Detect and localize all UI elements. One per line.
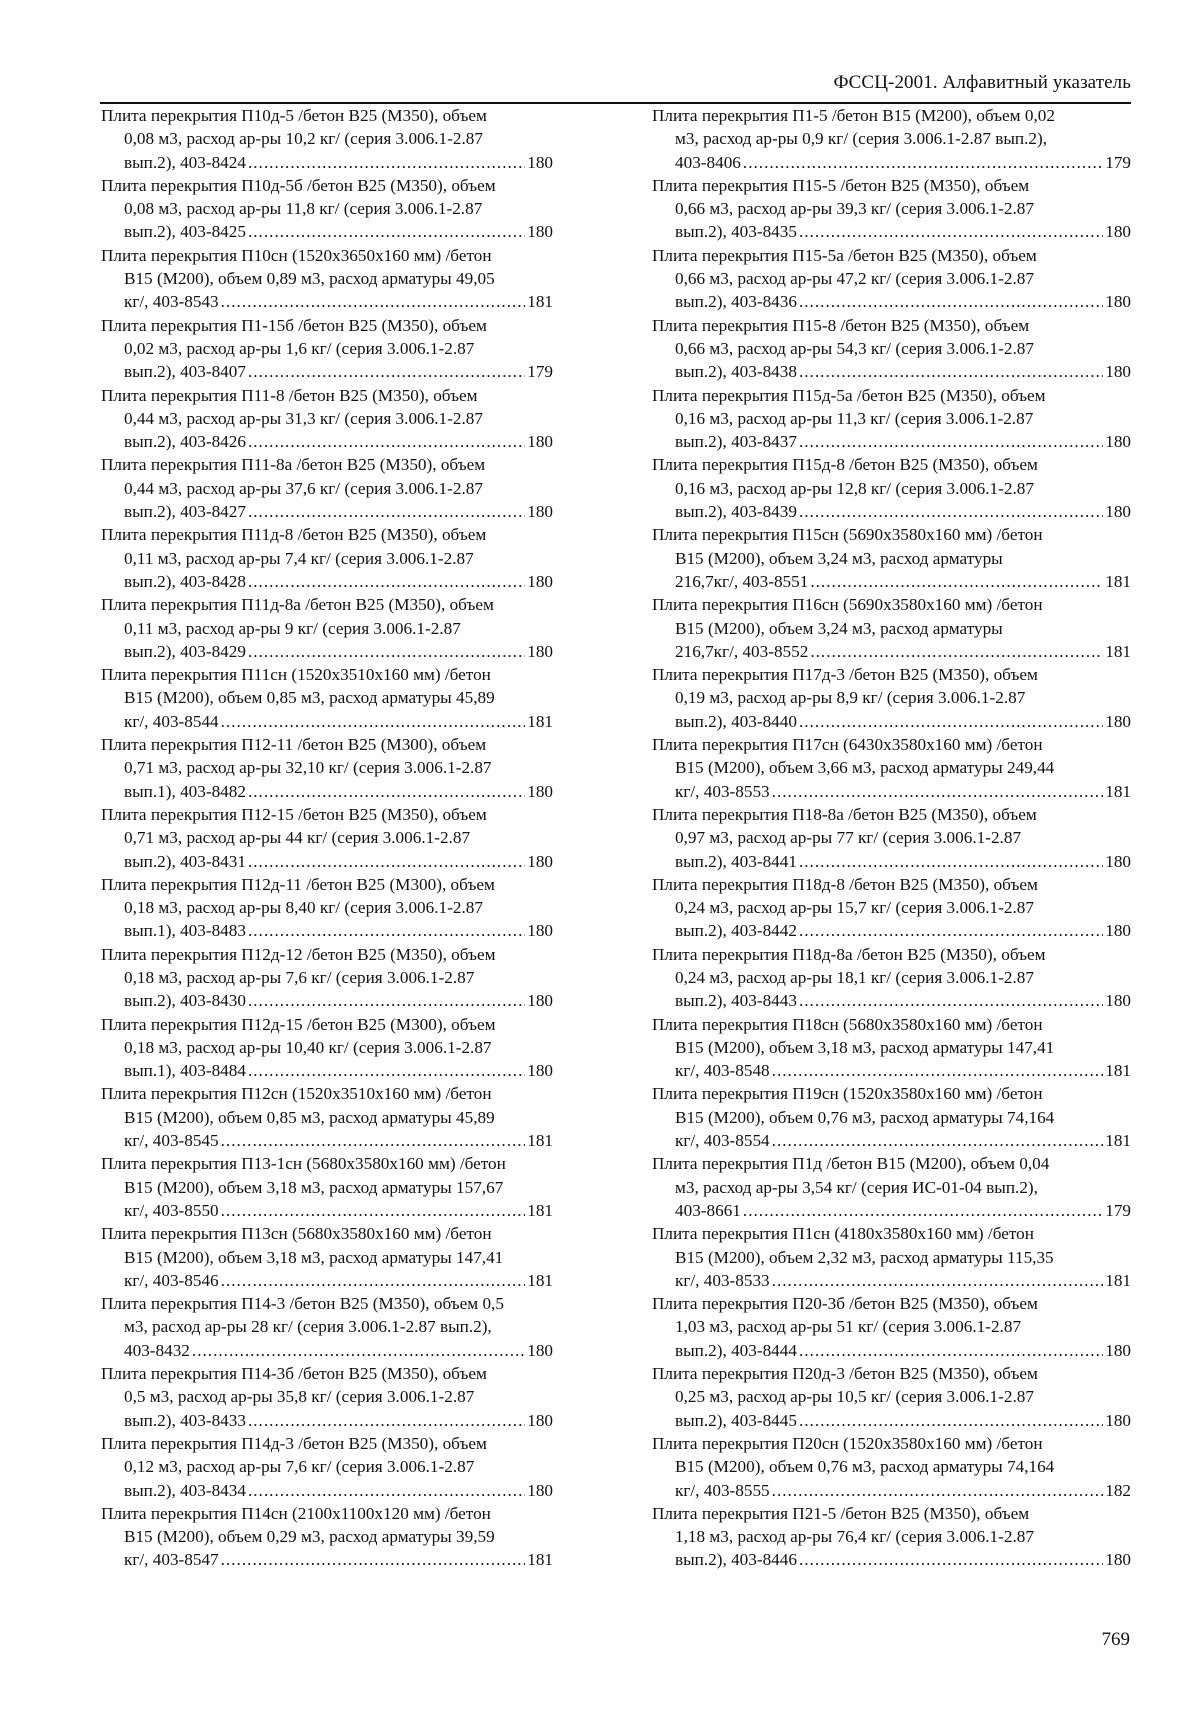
index-entry [652,803,1131,873]
entry-code: вып.2), 403-8444 [675,1340,797,1360]
entry-text-line: Плита перекрытия П11д-8а /бетон В25 (М350), объем [101,595,494,615]
entry-reference-line [652,360,1131,383]
entry-code: 403-8406 [675,152,741,172]
entry-page-ref: 180 [527,1061,553,1081]
entry-text-line: 0,24 м3, расход ар-ры 15,7 кг/ (серия 3.006.1-2.87 [675,898,1034,918]
entry-reference-line [652,1199,1131,1222]
entry-reference-line [652,151,1131,174]
dot-leader [799,710,1103,733]
entry-page-ref: 180 [1105,991,1131,1011]
entry-page-ref: 181 [1105,1131,1131,1151]
entry-code: кг/, 403-8533 [675,1270,770,1290]
entry-text-line: Плита перекрытия П20-3б /бетон В25 (М350), объем [652,1294,1038,1314]
entry-text-line: Плита перекрытия П20д-3 /бетон В25 (М350), объем [652,1364,1038,1384]
entry-text-line: 0,24 м3, расход ар-ры 18,1 кг/ (серия 3.006.1-2.87 [675,967,1034,987]
entry-page-ref: 180 [1105,1340,1131,1360]
entry-page-ref: 180 [1105,921,1131,941]
entry-page-ref: 181 [1105,1270,1131,1290]
dot-leader [810,570,1103,593]
dot-leader [192,1339,525,1362]
dot-leader [810,640,1103,663]
dot-leader [799,290,1103,313]
entry-code: кг/, 403-8545 [124,1131,219,1151]
entry-reference-line [652,570,1131,593]
entry-code: вып.1), 403-8484 [124,1061,246,1081]
entry-page-ref: 180 [527,1480,553,1500]
entry-page-ref: 180 [1105,851,1131,871]
entry-reference-line [101,430,553,453]
entry-text-line: Плита перекрытия П14-3б /бетон В25 (М350), объем [101,1364,487,1384]
entry-code: вып.2), 403-8426 [124,432,246,452]
entry-code: кг/, 403-8554 [675,1131,770,1151]
entry-reference-line [652,500,1131,523]
entry-text-line: Плита перекрытия П12-11 /бетон В25 (М300), объем [101,735,487,755]
entry-text-line: В15 (М200), объем 0,76 м3, расход арматуры 74,164 [675,1107,1055,1127]
dot-leader [743,1199,1103,1222]
entry-reference-line [101,1409,553,1432]
dot-leader [799,1409,1103,1432]
index-entry [101,453,553,523]
entry-text-line: Плита перекрытия П12д-11 /бетон В25 (М300), объем [101,874,495,894]
entry-reference-line [101,500,553,523]
index-entry [652,1152,1131,1222]
entry-text-line: В15 (М200), объем 3,18 м3, расход арматуры 157,67 [124,1177,504,1197]
entry-reference-line [101,1339,553,1362]
entry-code: вып.2), 403-8424 [124,152,246,172]
index-entry [652,1362,1131,1432]
index-entry [652,1502,1131,1572]
index-entry [652,943,1131,1013]
index-column-left [101,104,553,1572]
entry-code: 216,7кг/, 403-8552 [675,641,809,661]
index-entry [652,663,1131,733]
entry-page-ref: 181 [1105,781,1131,801]
dot-leader [248,919,525,942]
dot-leader [221,1129,526,1152]
entry-code: кг/, 403-8550 [124,1200,219,1220]
index-entry [101,1432,553,1502]
entry-page-ref: 181 [527,292,553,312]
entry-code: вып.2), 403-8445 [675,1410,797,1430]
dot-leader [248,1059,525,1082]
index-entry [101,803,553,873]
entry-reference-line [652,1339,1131,1362]
entry-page-ref: 180 [1105,432,1131,452]
entry-reference-line [652,1409,1131,1432]
index-entry [101,1013,553,1083]
entry-text-line: 0,97 м3, расход ар-ры 77 кг/ (серия 3.006.1-2.87 [675,828,1022,848]
entry-text-line: В15 (М200), объем 0,85 м3, расход арматуры 45,89 [124,1107,495,1127]
entry-code: вып.2), 403-8443 [675,991,797,1011]
entry-code: вып.2), 403-8433 [124,1410,246,1430]
entry-text-line: 0,02 м3, расход ар-ры 1,6 кг/ (серия 3.006.1-2.87 [124,338,475,358]
entry-page-ref: 180 [527,222,553,242]
dot-leader [772,1059,1104,1082]
entry-text-line: Плита перекрытия П11д-8 /бетон В25 (М350), объем [101,525,487,545]
entry-reference-line [652,710,1131,733]
index-entry [101,733,553,803]
entry-code: вып.2), 403-8429 [124,641,246,661]
entry-text-line: 0,18 м3, расход ар-ры 7,6 кг/ (серия 3.006.1-2.87 [124,967,475,987]
entry-reference-line [652,640,1131,663]
dot-leader [799,360,1103,383]
entry-reference-line [652,290,1131,313]
entry-text-line: 0,08 м3, расход ар-ры 10,2 кг/ (серия 3.006.1-2.87 [124,129,483,149]
entry-page-ref: 180 [1105,292,1131,312]
entry-code: вып.2), 403-8427 [124,502,246,522]
entry-code: вып.2), 403-8434 [124,1480,246,1500]
entry-text-line: 0,66 м3, расход ар-ры 47,2 кг/ (серия 3.006.1-2.87 [675,269,1034,289]
dot-leader [248,220,525,243]
entry-code: 216,7кг/, 403-8551 [675,571,809,591]
dot-leader [772,1269,1104,1292]
page-number: 769 [1101,1629,1130,1650]
entry-text-line: Плита перекрытия П15-5 /бетон В25 (М350), объем [652,175,1030,195]
dot-leader [772,1129,1104,1152]
entry-text-line: Плита перекрытия П1-15б /бетон В25 (М350), объем [101,315,487,335]
entry-reference-line [652,989,1131,1012]
entry-text-line: Плита перекрытия П13сн (5680х3580х160 мм) /бетон [101,1224,492,1244]
entry-page-ref: 181 [527,1550,553,1570]
entry-reference-line [652,850,1131,873]
dot-leader [248,570,525,593]
entry-page-ref: 180 [1105,222,1131,242]
entry-reference-line [101,1129,553,1152]
dot-leader [248,640,525,663]
entry-reference-line [652,1269,1131,1292]
dot-leader [772,1479,1104,1502]
entry-page-ref: 180 [527,571,553,591]
entry-reference-line [652,919,1131,942]
entry-text-line: Плита перекрытия П17д-3 /бетон В25 (М350), объем [652,665,1038,685]
entry-page-ref: 180 [527,641,553,661]
entry-text-line: 0,16 м3, расход ар-ры 11,3 кг/ (серия 3.006.1-2.87 [675,408,1034,428]
index-entry [652,1432,1131,1502]
entry-code: вып.2), 403-8440 [675,711,797,731]
page-header [100,66,1131,104]
entry-code: кг/, 403-8548 [675,1061,770,1081]
entry-reference-line [101,710,553,733]
entry-text-line: Плита перекрытия П15д-8 /бетон В25 (М350), объем [652,455,1038,475]
index-entry [101,1362,553,1432]
index-entry [652,384,1131,454]
index-entry [101,244,553,314]
entry-text-line: 0,18 м3, расход ар-ры 10,40 кг/ (серия 3.006.1-2.87 [124,1037,492,1057]
entry-text-line: 0,19 м3, расход ар-ры 8,9 кг/ (серия 3.006.1-2.87 [675,688,1026,708]
entry-text-line: В15 (М200), объем 3,24 м3, расход арматуры [675,548,1003,568]
entry-code: вып.2), 403-8446 [675,1550,797,1570]
entry-page-ref: 180 [527,991,553,1011]
entry-code: вып.2), 403-8439 [675,502,797,522]
entry-text-line: В15 (М200), объем 3,66 м3, расход арматуры 249,44 [675,758,1055,778]
dot-leader [248,1479,525,1502]
index-entry [101,523,553,593]
entry-reference-line [101,360,553,383]
index-entry [101,384,553,454]
index-entry [101,174,553,244]
entry-page-ref: 180 [527,1340,553,1360]
entry-text-line: Плита перекрытия П14-3 /бетон В25 (М350), объем 0,5 [101,1294,504,1314]
index-entry [101,1082,553,1152]
entry-text-line: Плита перекрытия П17сн (6430х3580х160 мм) /бетон [652,735,1043,755]
index-entry [101,1152,553,1222]
entry-text-line: Плита перекрытия П15-5а /бетон В25 (М350), объем [652,245,1037,265]
entry-text-line: 1,03 м3, расход ар-ры 51 кг/ (серия 3.006.1-2.87 [675,1317,1022,1337]
entry-reference-line [101,151,553,174]
dot-leader [799,989,1103,1012]
dot-leader [248,989,525,1012]
dot-leader [248,850,525,873]
index-entry [101,314,553,384]
entry-page-ref: 180 [1105,1410,1131,1430]
index-entry [652,523,1131,593]
entry-page-ref: 181 [1105,641,1131,661]
entry-text-line: Плита перекрытия П18сн (5680х3580х160 мм) /бетон [652,1014,1043,1034]
index-entry [652,1292,1131,1362]
entry-reference-line [101,919,553,942]
dot-leader [799,850,1103,873]
dot-leader [221,710,526,733]
dot-leader [248,151,525,174]
entry-text-line: Плита перекрытия П10сн (1520х3650х160 мм) /бетон [101,245,492,265]
entry-text-line: м3, расход ар-ры 0,9 кг/ (серия 3.006.1-2.87 вып.2), [675,129,1048,149]
index-entry [101,943,553,1013]
entry-text-line: 0,18 м3, расход ар-ры 8,40 кг/ (серия 3.006.1-2.87 [124,898,483,918]
entry-code: вып.2), 403-8407 [124,362,246,382]
dot-leader [799,1339,1103,1362]
entry-code: вып.1), 403-8482 [124,781,246,801]
entry-page-ref: 180 [527,851,553,871]
entry-text-line: Плита перекрытия П11-8а /бетон В25 (М350), объем [101,455,486,475]
entry-page-ref: 181 [527,711,553,731]
index-column-right [652,104,1131,1572]
entry-reference-line [101,1479,553,1502]
index-entry [101,1292,553,1362]
entry-text-line: Плита перекрытия П1д /бетон В15 (М200), объем 0,04 [652,1154,1050,1174]
dot-leader [799,919,1103,942]
entry-text-line: В15 (М200), объем 0,76 м3, расход арматуры 74,164 [675,1457,1055,1477]
entry-text-line: Плита перекрытия П11сн (1520х3510х160 мм) /бетон [101,665,491,685]
entry-code: кг/, 403-8544 [124,711,219,731]
index-entry [101,663,553,733]
index-entry [101,1502,553,1572]
index-entry [101,873,553,943]
entry-text-line: Плита перекрытия П16сн (5690х3580х160 мм) /бетон [652,595,1043,615]
index-entry [652,244,1131,314]
entry-text-line: Плита перекрытия П18д-8а /бетон В25 (М350), объем [652,944,1046,964]
entry-text-line: 0,11 м3, расход ар-ры 9 кг/ (серия 3.006.1-2.87 [124,618,461,638]
entry-text-line: В15 (М200), объем 2,32 м3, расход арматуры 115,35 [675,1247,1054,1267]
entry-text-line: Плита перекрытия П14сн (2100х1100х120 мм) /бетон [101,1503,491,1523]
entry-text-line: м3, расход ар-ры 3,54 кг/ (серия ИС-01-04 вып.2), [675,1177,1038,1197]
entry-page-ref: 181 [527,1270,553,1290]
entry-reference-line [652,430,1131,453]
dot-leader [248,500,525,523]
entry-code: кг/, 403-8547 [124,1550,219,1570]
entry-page-ref: 181 [1105,571,1131,591]
entry-page-ref: 179 [1105,1200,1131,1220]
entry-text-line: В15 (М200), объем 3,24 м3, расход арматуры [675,618,1003,638]
entry-text-line: Плита перекрытия П18-8а /бетон В25 (М350), объем [652,804,1037,824]
entry-text-line: Плита перекрытия П12д-15 /бетон В25 (М300), объем [101,1014,496,1034]
index-entry [101,104,553,174]
dot-leader [221,1199,526,1222]
entry-text-line: Плита перекрытия П15сн (5690х3580х160 мм) /бетон [652,525,1043,545]
entry-code: кг/, 403-8546 [124,1270,219,1290]
entry-text-line: Плита перекрытия П15-8 /бетон В25 (М350), объем [652,315,1030,335]
entry-text-line: Плита перекрытия П13-1сн (5680х3580х160 мм) /бетон [101,1154,506,1174]
entry-text-line: Плита перекрытия П10д-5 /бетон В25 (М350), объем [101,106,487,125]
entry-text-line: Плита перекрытия П15д-5а /бетон В25 (М350), объем [652,385,1046,405]
index-entry [652,1013,1131,1083]
entry-page-ref: 181 [527,1131,553,1151]
entry-text-line: 0,66 м3, расход ар-ры 54,3 кг/ (серия 3.006.1-2.87 [675,338,1034,358]
entry-text-line: Плита перекрытия П14д-3 /бетон В25 (М350), объем [101,1433,487,1453]
entry-reference-line [101,1269,553,1292]
entry-code: вып.2), 403-8425 [124,222,246,242]
entry-text-line: м3, расход ар-ры 28 кг/ (серия 3.006.1-2.87 вып.2), [124,1317,492,1337]
entry-reference-line [101,1548,553,1571]
entry-page-ref: 180 [527,152,553,172]
index-entry [652,1222,1131,1292]
dot-leader [221,1269,526,1292]
entry-text-line: В15 (М200), объем 0,89 м3, расход арматуры 49,05 [124,269,495,289]
dot-leader [743,151,1103,174]
dot-leader [248,430,525,453]
entry-text-line: Плита перекрытия П11-8 /бетон В25 (М350), объем [101,385,478,405]
index-entry [652,873,1131,943]
entry-page-ref: 180 [527,781,553,801]
dot-leader [799,500,1103,523]
entry-code: вып.1), 403-8483 [124,921,246,941]
dot-leader [799,220,1103,243]
entry-reference-line [652,1129,1131,1152]
entry-page-ref: 179 [527,362,553,382]
index-entry [652,104,1131,174]
running-title: ФССЦ-2001. Алфавитный указатель [833,72,1131,93]
entry-text-line: 0,44 м3, расход ар-ры 31,3 кг/ (серия 3.006.1-2.87 [124,408,483,428]
entry-reference-line [652,780,1131,803]
dot-leader [799,430,1103,453]
entry-text-line: Плита перекрытия П18д-8 /бетон В25 (М350), объем [652,874,1038,894]
entry-code: вып.2), 403-8436 [675,292,797,312]
dot-leader [221,290,526,313]
entry-reference-line [101,1199,553,1222]
entry-page-ref: 180 [1105,1550,1131,1570]
entry-reference-line [652,220,1131,243]
entry-text-line: 1,18 м3, расход ар-ры 76,4 кг/ (серия 3.006.1-2.87 [675,1527,1034,1547]
entry-page-ref: 181 [527,1200,553,1220]
dot-leader [221,1548,526,1571]
entry-text-line: 0,5 м3, расход ар-ры 35,8 кг/ (серия 3.006.1-2.87 [124,1387,475,1407]
entry-text-line: 0,16 м3, расход ар-ры 12,8 кг/ (серия 3.006.1-2.87 [675,478,1034,498]
index-entry [652,453,1131,523]
entry-code: вып.2), 403-8437 [675,432,797,452]
entry-reference-line [101,290,553,313]
entry-page-ref: 180 [527,921,553,941]
entry-text-line: 0,25 м3, расход ар-ры 10,5 кг/ (серия 3.006.1-2.87 [675,1387,1034,1407]
dot-leader [772,780,1104,803]
entry-text-line: 0,11 м3, расход ар-ры 7,4 кг/ (серия 3.006.1-2.87 [124,548,474,568]
index-entry [652,314,1131,384]
entry-text-line: В15 (М200), объем 0,29 м3, расход арматуры 39,59 [124,1527,495,1547]
entry-text-line: Плита перекрытия П12-15 /бетон В25 (М350), объем [101,804,487,824]
entry-page-ref: 181 [1105,1061,1131,1081]
entry-code: вып.2), 403-8435 [675,222,797,242]
entry-text-line: Плита перекрытия П1-5 /бетон В15 (М200), объем 0,02 [652,106,1055,125]
entry-code: вып.2), 403-8428 [124,571,246,591]
entry-code: вып.2), 403-8442 [675,921,797,941]
dot-leader [248,1409,525,1432]
entry-reference-line [652,1548,1131,1571]
entry-page-ref: 179 [1105,152,1131,172]
entry-code: вып.2), 403-8441 [675,851,797,871]
entry-code: кг/, 403-8553 [675,781,770,801]
entry-reference-line [101,220,553,243]
entry-text-line: Плита перекрытия П12сн (1520х3510х160 мм) /бетон [101,1084,492,1104]
entry-text-line: Плита перекрытия П21-5 /бетон В25 (М350), объем [652,1503,1030,1523]
entry-text-line: Плита перекрытия П20сн (1520х3580х160 мм) /бетон [652,1433,1043,1453]
entry-reference-line [652,1059,1131,1082]
entry-code: вып.2), 403-8430 [124,991,246,1011]
index-entry [652,174,1131,244]
dot-leader [248,780,525,803]
index-entry [652,593,1131,663]
entry-code: кг/, 403-8543 [124,292,219,312]
entry-text-line: Плита перекрытия П19сн (1520х3580х160 мм) /бетон [652,1084,1043,1104]
entry-code: кг/, 403-8555 [675,1480,770,1500]
index-entry [652,733,1131,803]
entry-reference-line [652,1479,1131,1502]
entry-code: 403-8661 [675,1200,741,1220]
entry-text-line: 0,66 м3, расход ар-ры 39,3 кг/ (серия 3.006.1-2.87 [675,199,1034,219]
entry-text-line: Плита перекрытия П12д-12 /бетон В25 (М350), объем [101,944,496,964]
entry-text-line: 0,12 м3, расход ар-ры 7,6 кг/ (серия 3.006.1-2.87 [124,1457,475,1477]
entry-text-line: В15 (М200), объем 3,18 м3, расход арматуры 147,41 [124,1247,504,1267]
entry-page-ref: 182 [1105,1480,1131,1500]
entry-text-line: В15 (М200), объем 0,85 м3, расход арматуры 45,89 [124,688,495,708]
entry-page-ref: 180 [1105,711,1131,731]
entry-page-ref: 180 [527,502,553,522]
index-entry [101,1222,553,1292]
entry-code: 403-8432 [124,1340,190,1360]
entry-text-line: Плита перекрытия П10д-5б /бетон В25 (М350), объем [101,175,496,195]
entry-text-line: 0,08 м3, расход ар-ры 11,8 кг/ (серия 3.006.1-2.87 [124,199,483,219]
entry-code: вып.2), 403-8431 [124,851,246,871]
entry-reference-line [101,640,553,663]
entry-page-ref: 180 [527,432,553,452]
entry-text-line: 0,71 м3, расход ар-ры 44 кг/ (серия 3.006.1-2.87 [124,828,471,848]
entry-page-ref: 180 [527,1410,553,1430]
index-entry [101,593,553,663]
entry-text-line: В15 (М200), объем 3,18 м3, расход арматуры 147,41 [675,1037,1055,1057]
entry-page-ref: 180 [1105,502,1131,522]
dot-leader [799,1548,1103,1571]
entry-reference-line [101,1059,553,1082]
entry-text-line: 0,44 м3, расход ар-ры 37,6 кг/ (серия 3.006.1-2.87 [124,478,483,498]
entry-reference-line [101,850,553,873]
entry-text-line: 0,71 м3, расход ар-ры 32,10 кг/ (серия 3.006.1-2.87 [124,758,492,778]
entry-reference-line [101,780,553,803]
entry-reference-line [101,570,553,593]
entry-text-line: Плита перекрытия П1сн (4180х3580х160 мм) /бетон [652,1224,1034,1244]
entry-code: вып.2), 403-8438 [675,362,797,382]
entry-page-ref: 180 [1105,362,1131,382]
entry-reference-line [101,989,553,1012]
dot-leader [248,360,525,383]
index-entry [652,1082,1131,1152]
